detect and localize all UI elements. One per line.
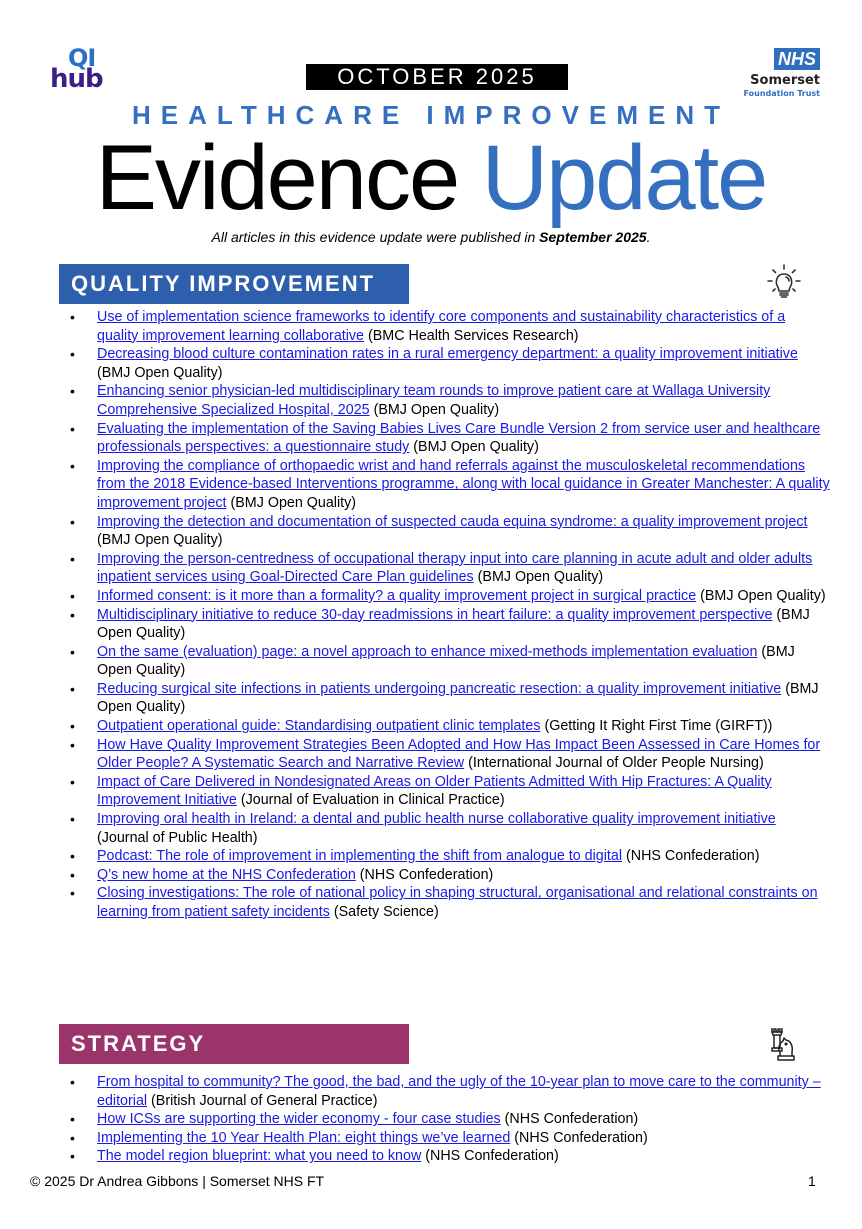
article-source: (Journal of Evaluation in Clinical Practice)	[236, 792, 505, 809]
article-source: (Journal of Public Health)	[97, 829, 258, 846]
article-item	[60, 643, 830, 680]
article-item	[60, 680, 830, 717]
article-source: (Safety Science)	[329, 904, 439, 920]
publish-note-month: September 2025	[539, 229, 647, 245]
article-link[interactable]: On the same (evaluation) page: a novel approach to enhance mixed-methods implementation evaluation	[97, 643, 758, 660]
article-item	[60, 606, 830, 643]
qi-hub-logo-hub: hub	[50, 64, 103, 94]
article-item	[60, 810, 830, 847]
article-link[interactable]: Q’s new home at the NHS Confederation	[97, 866, 356, 883]
article-source: (NHS Confederation)	[421, 1148, 559, 1165]
article-source: (NHS Confederation)	[622, 848, 760, 865]
article-link[interactable]: The model region blueprint: what you need to know	[97, 1148, 422, 1165]
article-link[interactable]: Reducing surgical site infections in patients undergoing pancreatic resection: a quality improvement initiative	[97, 680, 782, 697]
article-item	[60, 773, 830, 810]
article-item	[60, 884, 830, 921]
article-item	[60, 866, 830, 885]
article-link[interactable]: Improving the compliance of orthopaedic wrist and hand referrals against the musculoskeletal recommendations from the 2018 Evidence-based Interventions programme, along with local guidance in Greater Manchester: A quality improvement project	[97, 457, 830, 511]
article-source: (Getting It Right First Time (GIRFT))	[540, 718, 773, 735]
nhs-org-subtitle: Foundation Trust	[743, 89, 820, 98]
nhs-somerset-logo	[730, 48, 820, 108]
title-update: Update	[481, 127, 767, 229]
article-source: (International Journal of Older People Nursing)	[464, 755, 764, 772]
month-banner: OCTOBER 2025	[306, 64, 568, 90]
article-item	[60, 736, 830, 773]
article-link[interactable]: Implementing the 10 Year Health Plan: eight things we’ve learned	[97, 1129, 511, 1146]
publish-note-end: .	[646, 229, 651, 245]
article-source: (NHS Confederation)	[500, 1111, 639, 1128]
quality-improvement-article-list	[60, 308, 830, 922]
article-source: (BMJ Open Quality)	[226, 494, 357, 511]
article-source: (BMJ Open Quality)	[97, 532, 223, 549]
qi-hub-logo-qi: QI	[68, 44, 96, 72]
page-number: 1	[808, 1173, 816, 1189]
article-source: (NHS Confederation)	[355, 866, 494, 883]
article-link[interactable]: Evaluating the implementation of the Saving Babies Lives Care Bundle Version 2 from service user and healthcare professionals perspectives: a questionnaire study	[97, 420, 821, 456]
article-source: (NHS Confederation)	[510, 1129, 648, 1146]
chess-pieces-icon	[762, 1024, 802, 1064]
publish-note-text: All articles in this evidence update were published in	[211, 229, 540, 245]
nhs-badge: NHS	[774, 48, 820, 70]
article-link[interactable]: Multidisciplinary initiative to reduce 30-day readmissions in heart failure: a quality improvement perspective	[97, 606, 773, 623]
title-evidence: Evidence	[95, 127, 459, 229]
article-source: (BMJ Open Quality)	[696, 587, 826, 604]
article-link[interactable]: Impact of Care Delivered in Nondesignated Areas on Older Patients Admitted With Hip Fractures: A Quality Improvement Initiative	[97, 773, 772, 809]
article-source: (BMC Health Services Research)	[364, 327, 579, 344]
article-link[interactable]: Improving the person-centredness of occupational therapy input into care planning in acute adult and older adults inpatient services using Goal-Directed Care Plan guidelines	[97, 550, 813, 586]
article-link[interactable]: Podcast: The role of improvement in implementing the shift from analogue to digital	[97, 848, 623, 865]
article-item	[60, 1129, 830, 1148]
article-item	[60, 550, 830, 587]
article-source: (BMJ Open Quality)	[97, 606, 810, 642]
article-link[interactable]: How Have Quality Improvement Strategies Been Adopted and How Has Impact Been Assessed in Care Homes for Older People? A Systematic Search and Narrative Review	[97, 736, 821, 772]
article-link[interactable]: How ICSs are supporting the wider economy - four case studies	[97, 1111, 501, 1128]
article-link[interactable]: Informed consent: is it more than a formality? a quality improvement project in surgical practice	[97, 587, 697, 604]
page-subtitle: HEALTHCARE IMPROVEMENT	[132, 100, 730, 130]
article-source: (BMJ Open Quality)	[97, 680, 819, 716]
footer-copyright: © 2025 Dr Andrea Gibbons | Somerset NHS FT	[30, 1173, 325, 1189]
strategy-article-list	[60, 1073, 830, 1166]
article-source: (BMJ Open Quality)	[409, 439, 539, 456]
article-link[interactable]: Improving oral health in Ireland: a dental and public health nurse collaborative quality improvement initiative	[97, 811, 776, 828]
article-link[interactable]: Outpatient operational guide: Standardising outpatient clinic templates	[97, 718, 541, 735]
article-item	[60, 382, 830, 419]
article-item	[60, 457, 830, 513]
lightbulb-icon	[764, 262, 804, 302]
article-link[interactable]: Enhancing senior physician-led multidisciplinary team rounds to improve patient care at Wallaga University Comprehensive Specialized Hospital, 2025	[97, 383, 771, 418]
article-link[interactable]: From hospital to community? The good, the bad, and the ugly of the 10-year plan to move care to the community – editorial	[97, 1074, 821, 1109]
article-link[interactable]: Use of implementation science frameworks to identify core components and sustainability characteristics of a quality improvement learning collaborative	[97, 309, 786, 344]
article-source: (BMJ Open Quality)	[473, 569, 604, 586]
article-item	[60, 308, 830, 345]
article-source: (BMJ Open Quality)	[97, 364, 223, 381]
article-item	[60, 1147, 830, 1166]
article-item	[60, 587, 830, 606]
article-source: (BMJ Open Quality)	[369, 401, 500, 418]
article-item	[60, 1110, 830, 1129]
article-link[interactable]: Closing investigations: The role of national policy in shaping structural, organisational and relational constraints on learning from patient safety incidents	[97, 885, 818, 920]
article-item	[60, 847, 830, 866]
article-item	[60, 717, 830, 736]
nhs-org-name: Somerset	[750, 73, 820, 88]
article-item	[60, 513, 830, 550]
article-item	[60, 420, 830, 457]
article-source: (BMJ Open Quality)	[97, 643, 795, 679]
section-header-strategy: STRATEGY	[59, 1024, 409, 1064]
article-source: (British Journal of General Practice)	[147, 1092, 378, 1109]
page-title	[0, 128, 862, 228]
publish-note	[0, 229, 862, 245]
qi-hub-logo	[50, 44, 120, 98]
section-header-quality-improvement: QUALITY IMPROVEMENT	[59, 264, 409, 304]
article-item	[60, 1073, 830, 1110]
article-link[interactable]: Improving the detection and documentation of suspected cauda equina syndrome: a quality improvement project	[97, 513, 808, 530]
article-item	[60, 345, 830, 382]
article-link[interactable]: Decreasing blood culture contamination rates in a rural emergency department: a quality improvement initiative	[97, 346, 798, 363]
